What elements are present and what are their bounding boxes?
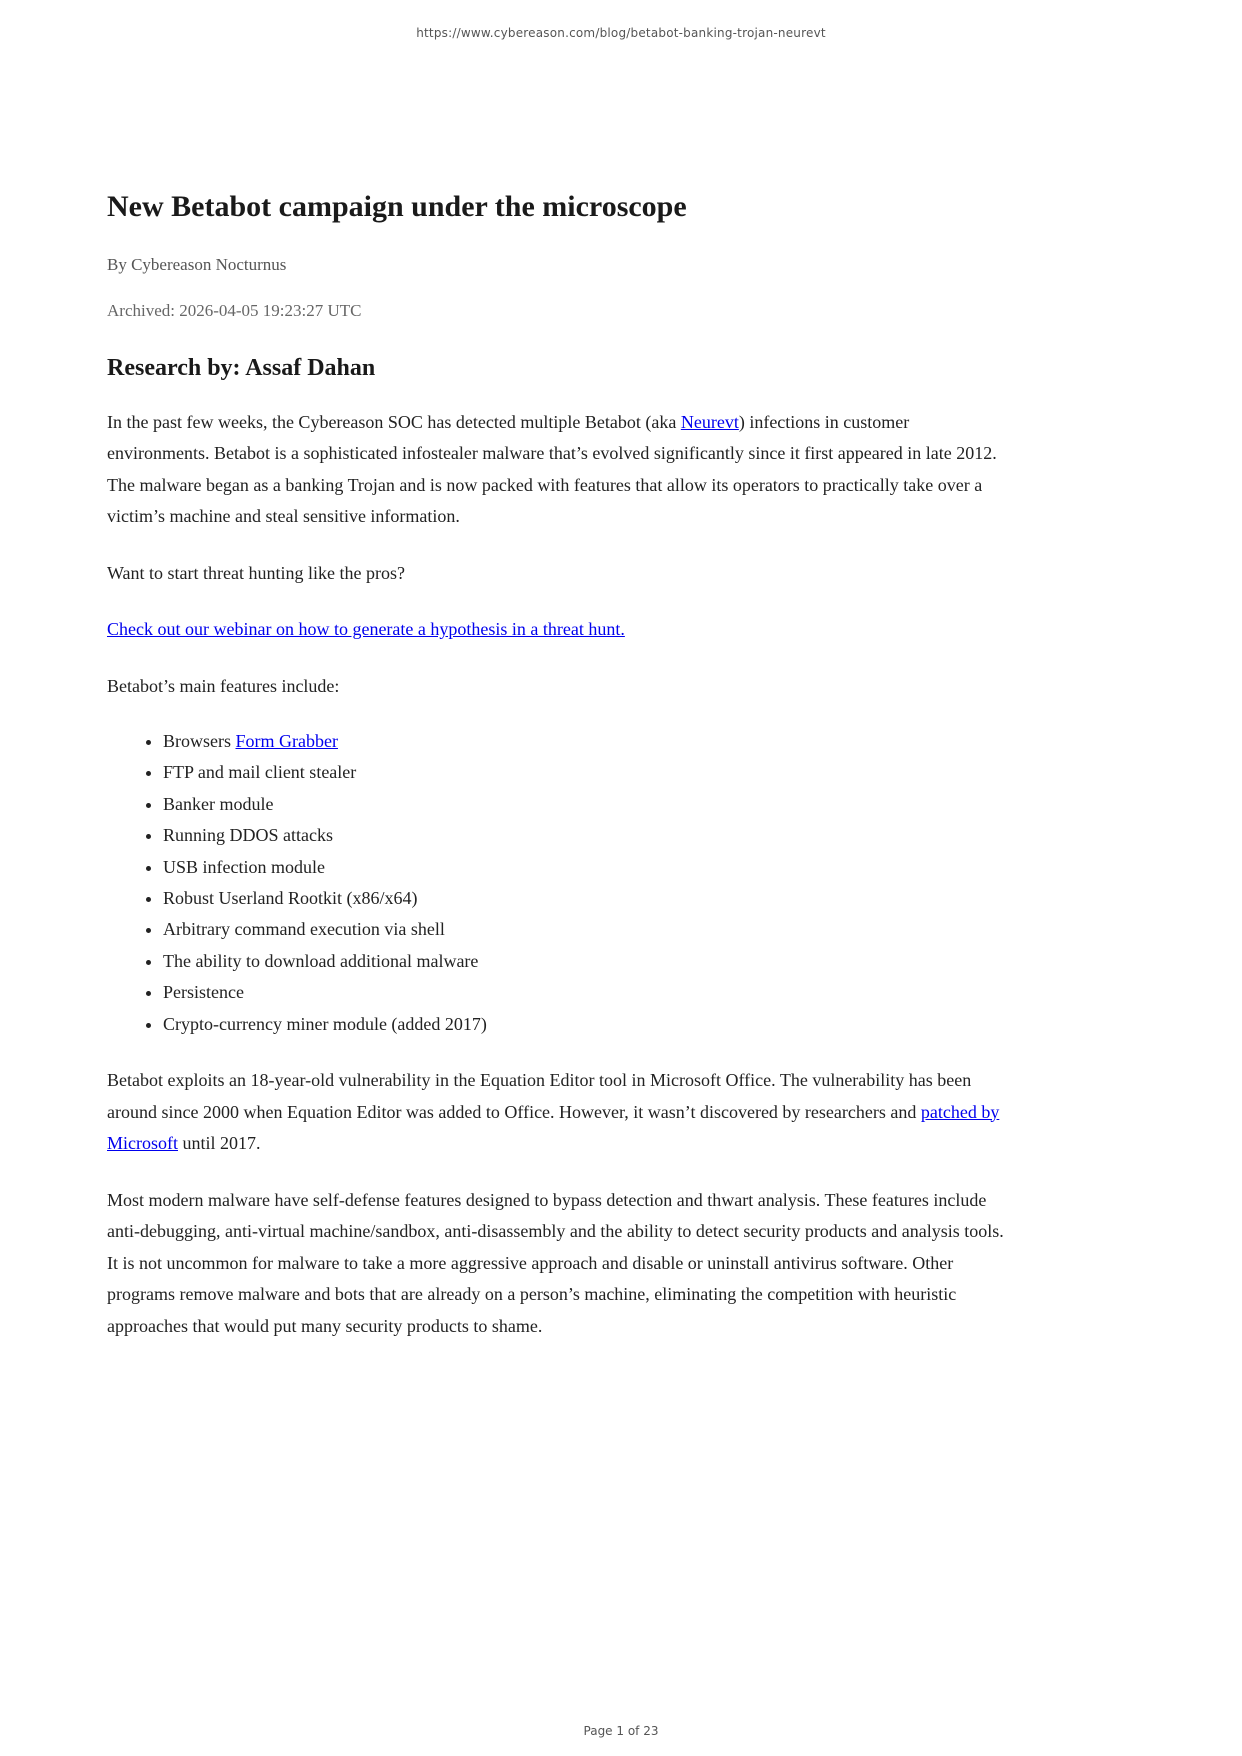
vulnerability-paragraph — [107, 1065, 1007, 1160]
article-title: New Betabot campaign under the microscope — [107, 190, 687, 223]
list-item: • Running DDOS attacks — [163, 820, 1007, 851]
vuln-text-post: until 2017. — [178, 1133, 261, 1154]
form-grabber-link[interactable]: Form Grabber — [235, 731, 338, 751]
vuln-text-pre: Betabot exploits an 18-year-old vulnerability in the Equation Editor tool in Microsoft Office. The vulnerability has been around since 2000 when Equation Editor was added to Office. However, it wasn’t discovered by researchers and — [107, 1070, 972, 1122]
list-item: • USB infection module — [163, 852, 1007, 883]
archive-timestamp: Archived: 2026-04-05 19:23:27 UTC — [107, 300, 362, 320]
intro-paragraph — [107, 407, 1007, 533]
article-body — [107, 190, 1007, 1342]
self-defense-paragraph: Most modern malware have self-defense features designed to bypass detection and thwart analysis. These features include anti-debugging, anti-virtual machine/sandbox, anti-disassembly and the ability to detect security products and analysis tools. It is not uncommon for malware to take a more aggressive approach and disable or uninstall antivirus software. Other programs remove malware and bots that are already on a person’s machine, eliminating the competition with heuristic approaches that would put many security products to shame. — [107, 1189, 1004, 1336]
list-item: • Arbitrary command execution via shell — [163, 914, 1007, 945]
byline: By Cybereason Nocturnus — [107, 254, 287, 274]
hunt-question-paragraph: Want to start threat hunting like the pros? — [107, 562, 405, 583]
patched-by-microsoft-link[interactable]: patched by Microsoft — [107, 1101, 1000, 1154]
source-url: https://www.cybereason.com/blog/betabot-banking-trojan-neurevt — [416, 26, 826, 40]
list-item: • The ability to download additional malware — [163, 946, 1007, 977]
features-intro-paragraph: Betabot’s main features include: — [107, 675, 340, 696]
list-item: • Persistence — [163, 977, 1007, 1008]
webinar-paragraph — [107, 614, 1007, 646]
list-item — [163, 726, 1007, 757]
features-list — [107, 726, 1007, 1040]
list-item: • FTP and mail client stealer — [163, 757, 1007, 788]
neurevt-link[interactable]: Neurevt — [680, 411, 739, 432]
list-item: • Banker module — [163, 789, 1007, 820]
list-item: • Robust Userland Rootkit (x86/x64) — [163, 883, 1007, 914]
page-number: Page 1 of 23 — [583, 1724, 659, 1738]
list-item: • Crypto-currency miner module (added 2017) — [163, 1009, 1007, 1040]
intro-text-post: ) infections in customer environments. Betabot is a sophisticated infostealer malware that’s evolved significantly since it first appeared in late 2012. The malware began as a banking Trojan and is now packed with features that allow its operators to practically take over a victim’s machine and steal sensitive information. — [107, 411, 997, 526]
webinar-link[interactable]: Check out our webinar on how to generate a hypothesis in a threat hunt. — [107, 619, 625, 639]
intro-text-pre: In the past few weeks, the Cybereason SOC has detected multiple Betabot (aka — [107, 411, 681, 432]
research-by-heading: Research by: Assaf Dahan — [107, 354, 376, 381]
feature-text-pre: Browsers — [163, 731, 236, 751]
